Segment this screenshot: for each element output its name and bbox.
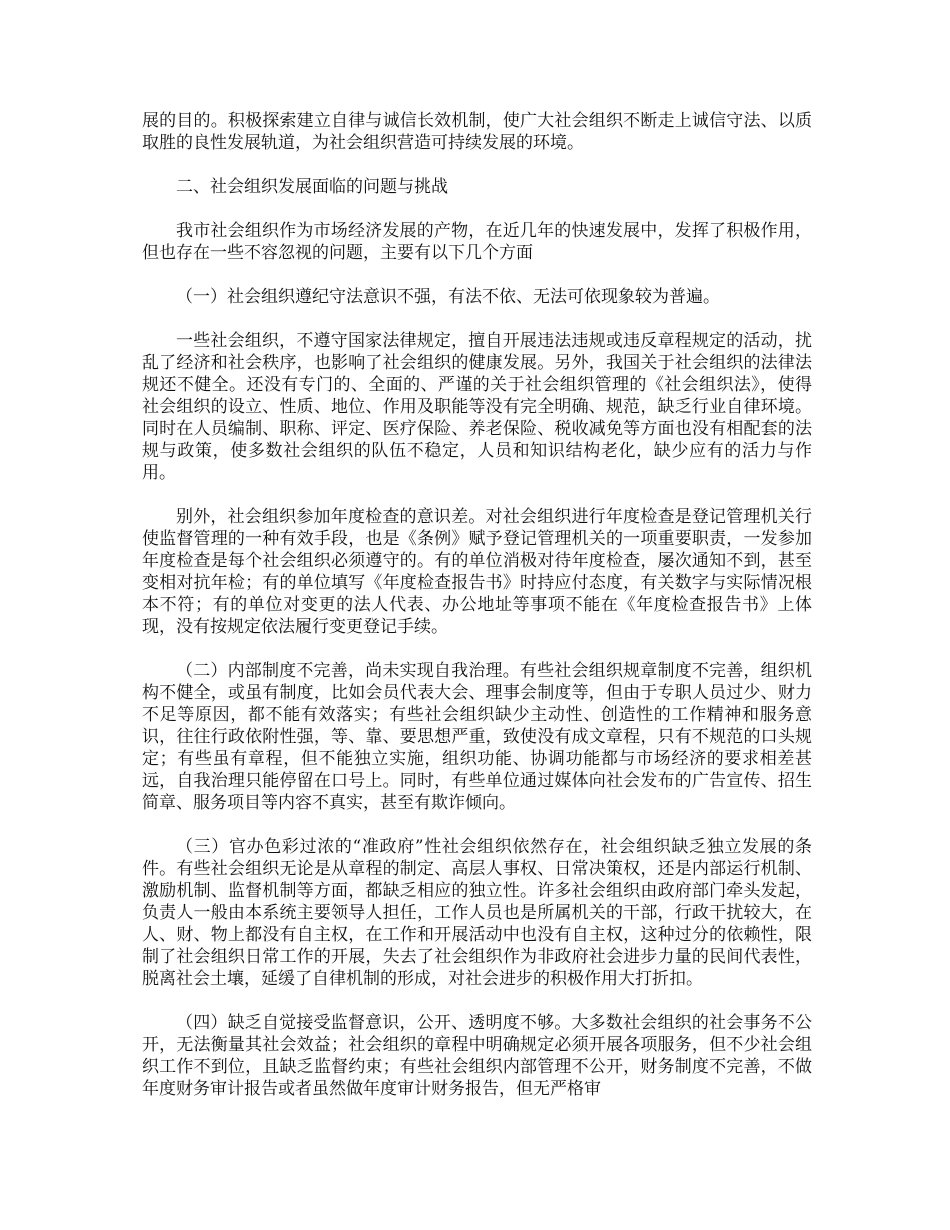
paragraph-intro: 我市社会组织作为市场经济发展的产物，在近几年的快速发展中，发挥了积极作用，但也存在一些不容忽视的问题，主要有以下几个方面 <box>142 221 812 263</box>
document-page <box>142 110 812 1122</box>
section-heading: 二、社会组织发展面临的问题与挑战 <box>176 177 448 197</box>
paragraph-internal-system: （二）内部制度不完善，尚未实现自我治理。有些社会组织规章制度不完善，组织机构不健全，或虽有制度，比如会员代表大会、理事会制度等，但由于专职人员过少、财力不足等原因，都不能有效落实；有些社会组织缺少主动性、创造性的工作精神和服务意识，往往行政依附性强，等、靠、要思想严重，致使没有成文章程，只有不规范的口头规定；有些虽有章程，但不能独立实施，组织功能、协调功能都与市场经济的要求相差甚远，自我治理只能停留在口号上。同时，有些单位通过媒体向社会发布的广告宣传、招生简章、服务项目等内容不真实，甚至有欺诈倾向。 <box>142 661 812 813</box>
paragraph-quasi-government: （三）官办色彩过浓的“准政府”性社会组织依然存在，社会组织缺乏独立发展的条件。有些社会组织无论是从章程的制定、高层人事权、日常决策权，还是内部运行机制、激励机制、监督机制等方面，都缺乏相应的独立性。许多社会组织由政府部门牵头发起，负责人一般由本系统主要领导人担任，工作人员也是所属机关的干部，行政干扰较大，在人、财、物上都没有自主权，在工作和开展活动中也没有自主权，这种过分的依赖性，限制了社会组织日常工作的开展，失去了社会组织作为非政府社会进步力量的民间代表性，脱离社会土壤，延缓了自律机制的形成，对社会进步的积极作用大打折扣。 <box>142 837 812 989</box>
paragraph-supervision: （四）缺乏自觉接受监督意识，公开、透明度不够。大多数社会组织的社会事务不公开，无法衡量其社会效益；社会组织的章程中明确规定必须开展各项服务，但不少社会组织工作不到位，且缺乏监督约束；有些社会组织内部管理不公开，财务制度不完善，不做年度财务审计报告或者虽然做年度审计财务报告，但无严格审 <box>142 1013 812 1099</box>
paragraph-law: 一些社会组织，不遵守国家法律规定，擅自开展违法违规或违反章程规定的活动，扰乱了经济和社会秩序，也影响了社会组织的健康发展。另外，我国关于社会组织的法律法规还不健全。还没有专门的、全面的、严谨的关于社会组织管理的《社会组织法》，使得社会组织的设立、性质、地位、作用及职能等没有完全明确、规范，缺乏行业自律环境。同时在人员编制、职称、评定、医疗保险、养老保险、税收减免等方面也没有相配套的法规与政策，使多数社会组织的队伍不稳定，人员和知识结构老化，缺少应有的活力与作用。 <box>142 331 812 483</box>
subsection-heading-1: （一）社会组织遵纪守法意识不强，有法不依、无法可依现象较为普遍。 <box>176 287 720 307</box>
paragraph-annual-check: 别外，社会组织参加年度检查的意识差。对社会组织进行年度检查是登记管理机关行使监督管理的一种有效手段，也是《条例》赋予登记管理机关的一项重要职责，一发参加年度检查是每个社会组织必须遵守的。有的单位消极对待年度检查，屡次通知不到，甚至变相对抗年检；有的单位填写《年度检查报告书》时持应付态度，有关数字与实际情况根本不符；有的单位对变更的法人代表、办公地址等事项不能在《年度检查报告书》上体现，没有按规定依法履行变更登记手续。 <box>142 507 812 637</box>
paragraph-continuation: 展的目的。积极探索建立自律与诚信长效机制，使广大社会组织不断走上诚信守法、以质取胜的良性发展轨道，为社会组织营造可持续发展的环境。 <box>142 111 812 153</box>
